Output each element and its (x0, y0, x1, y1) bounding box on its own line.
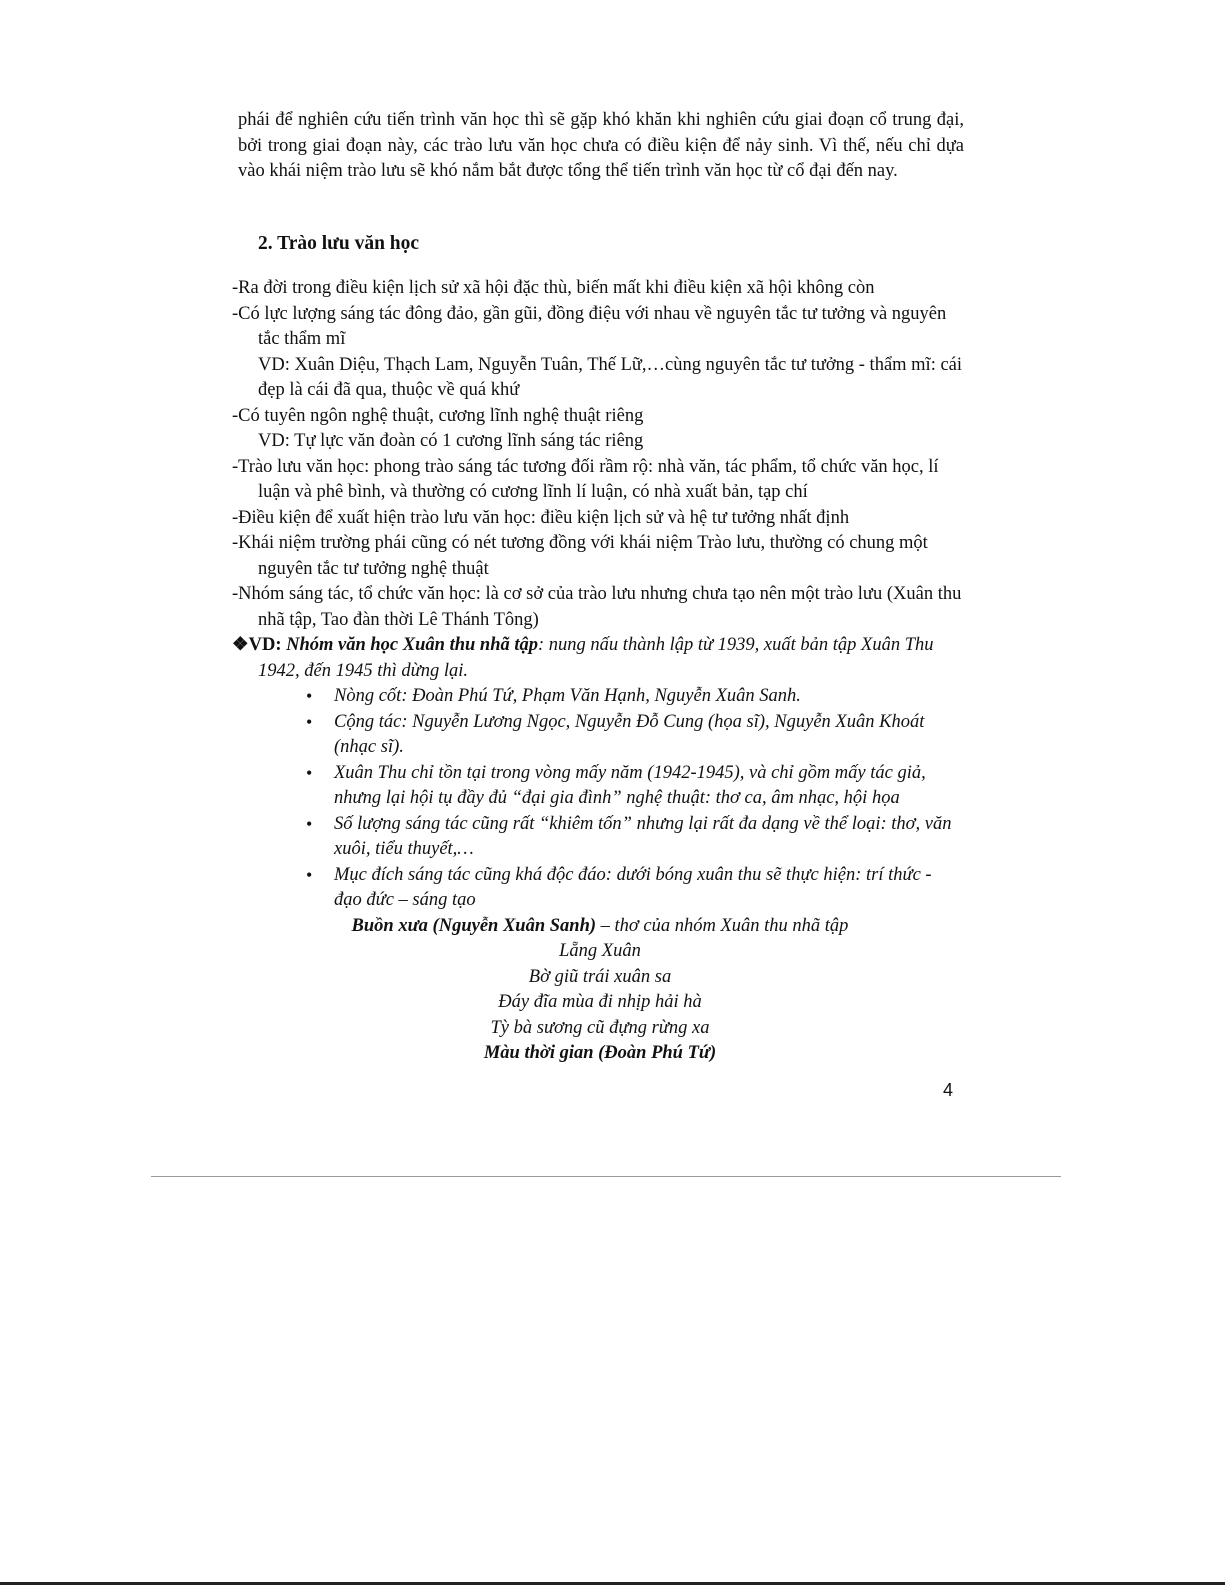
list-item: -Điều kiện để xuất hiện trào lưu văn học: điều kiện lịch sử và hệ tư tưởng nhất định (232, 507, 850, 528)
poem-line: Tỳ bà sương cũ đựng rừng xa (490, 1017, 710, 1038)
list-item: -Ra đời trong điều kiện lịch sử xã hội đặc thù, biến mất khi điều kiện xã hội không còn (232, 278, 875, 298)
list-item: -Trào lưu văn học: phong trào sáng tác tương đối rầm rộ: nhà văn, tác phẩm, tổ chức văn học, lí luận và phê bình, và thường có cương lĩnh lí luận, có nhà xuất bản, tạp chí (232, 456, 939, 502)
list-item: -Khái niệm trường phái cũng có nét tương đồng với khái niệm Trào lưu, thường có chung một nguyên tắc tư tưởng nghệ thuật (232, 533, 928, 579)
bullet-item: • Mục đích sáng tác cũng khá độc đáo: dưới bóng xuân thu sẽ thực hiện: trí thức - đạo đức – sáng tạo (232, 863, 954, 914)
diamond-bullet-icon: ❖ (232, 635, 249, 655)
bullet-item: • Số lượng sáng tác cũng rất “khiêm tốn” nhưng lại rất đa dạng về thể loại: thơ, văn xuôi, tiểu thuyết,… (232, 812, 954, 863)
example-line: VD: Tự lực văn đoàn có 1 cương lĩnh sáng tác riêng (258, 431, 644, 451)
poem-line: Bờ giũ trái xuân sa (528, 966, 672, 987)
poem-title-line (205, 914, 995, 940)
poem-title: Buồn xưa (Nguyễn Xuân Sanh) (351, 915, 597, 936)
vd-bullet-list (232, 684, 972, 914)
page-number: 4 (943, 1080, 954, 1100)
poem-block (205, 914, 995, 1067)
vd-text: : nung nấu thành lập từ 1939, xuất bản tập Xuân Thu 1942, đến 1945 thì dừng lại. (258, 635, 934, 681)
bullet-item: • Nòng cốt: Đoàn Phú Tứ, Phạm Văn Hạnh, Nguyễn Xuân Sanh. (232, 684, 954, 710)
list-item: -Nhóm sáng tác, tổ chức văn học: là cơ sở của trào lưu nhưng chưa tạo nên một trào lưu (Xuân thu nhã tập, Tao đàn thời Lê Thánh Tông) (232, 584, 962, 630)
vd-label: VD: (248, 635, 282, 655)
vd-paragraph (232, 633, 972, 684)
list-item: -Có lực lượng sáng tác đông đảo, gần gũi, đồng điệu với nhau về nguyên tắc tư tưởng và nguyên tắc thẩm mĩ (232, 303, 947, 349)
vd-group-name: Nhóm văn học Xuân thu nhã tập (286, 635, 539, 655)
poem-line: Lẵng Xuân (559, 941, 641, 961)
bullet-item: • Cộng tác: Nguyễn Lương Ngọc, Nguyễn Đỗ Cung (họa sĩ), Nguyễn Xuân Khoát (nhạc sĩ). (232, 710, 954, 761)
poem-line: Đáy đĩa mùa đi nhịp hải hà (498, 992, 702, 1012)
content-list (232, 276, 972, 1067)
list-item: -Có tuyên ngôn nghệ thuật, cương lĩnh nghệ thuật riêng (232, 405, 644, 426)
bullet-item: • Xuân Thu chỉ tồn tại trong vòng mấy năm (1942-1945), và chỉ gồm mấy tác giả, nhưng lại hội tụ đầy đủ “đại gia đình” nghệ thuật: thơ ca, âm nhạc, hội họa (232, 761, 954, 812)
intro-paragraph: phái để nghiên cứu tiến trình văn học thì sẽ gặp khó khăn khi nghiên cứu giai đoạn cổ trung đại, bởi trong giai đoạn này, các trào lưu văn học chưa có điều kiện để nảy sinh. Vì thế, nếu chỉ dựa vào khái niệm trào lưu sẽ khó nắm bắt được tổng thể tiến trình văn học từ cổ đại đến nay. (238, 110, 964, 181)
page-divider (151, 1176, 1061, 1177)
section-heading: 2. Trào lưu văn học (258, 233, 420, 254)
poem-second-title: Màu thời gian (Đoàn Phú Tứ) (483, 1043, 717, 1063)
example-line: VD: Xuân Diệu, Thạch Lam, Nguyễn Tuân, Thế Lữ,…cùng nguyên tắc tư tưởng - thẩm mĩ: cái đẹp là cái đã qua, thuộc về quá khứ (258, 354, 963, 400)
poem-title-suffix: – thơ của nhóm Xuân thu nhã tập (596, 915, 849, 936)
